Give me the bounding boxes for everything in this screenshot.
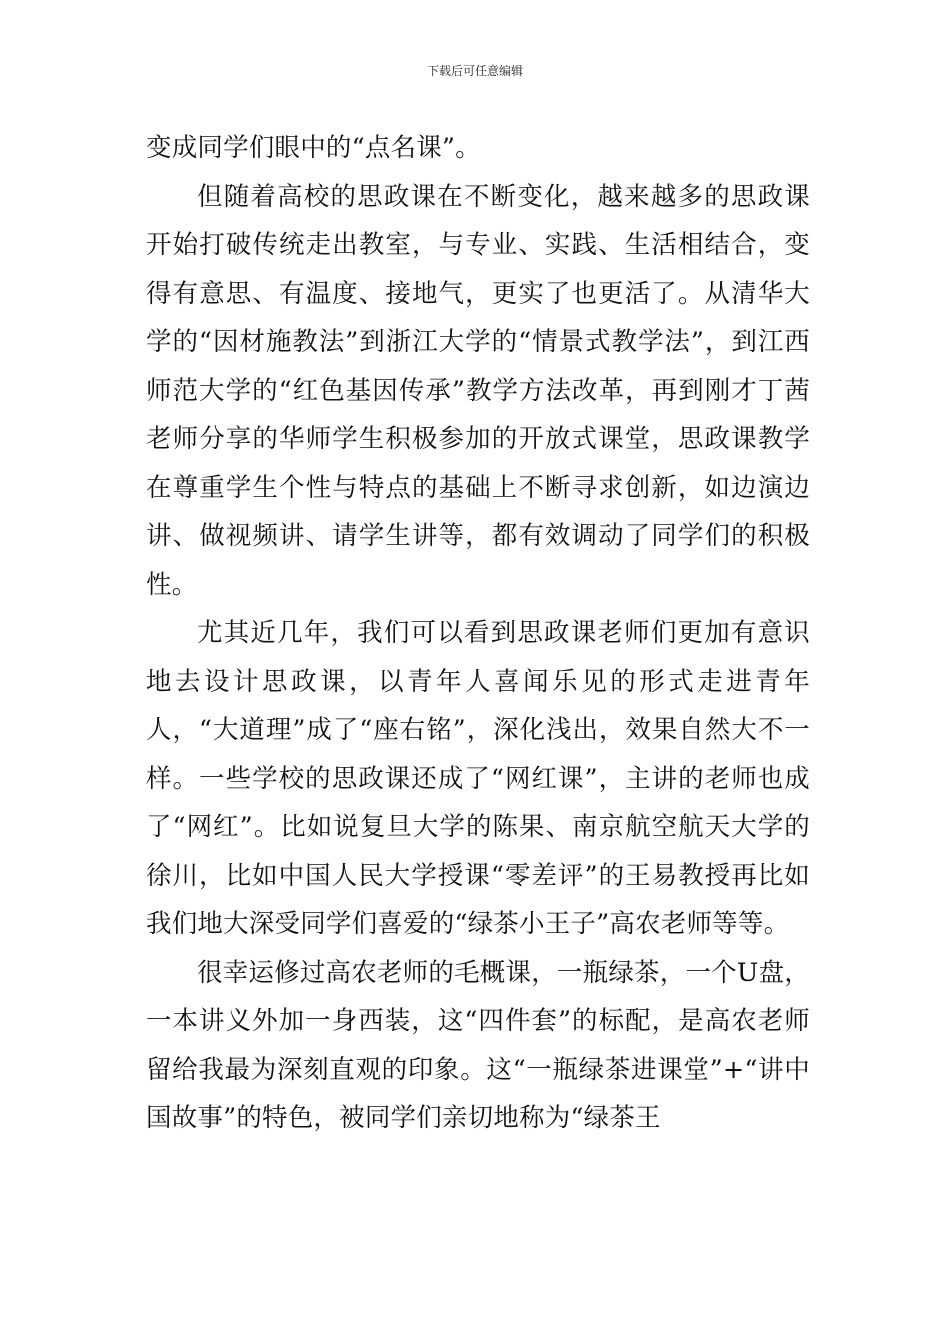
document-body bbox=[146, 124, 810, 1143]
paragraph-course-changes: 但随着高校的思政课在不断变化，越来越多的思政课开始打破传统走出教室，与专业、实践、生活相结合，变得有意思、有温度、接地气，更实了也更活了。从清华大学的“因材施教法”到浙江大学的“情景式教学法”，到江西师范大学的“红色基因传承”教学方法改革，再到刚才丁茜老师分享的华师学生积极参加的开放式课堂，思政课教学在尊重学生个性与特点的基础上不断寻求创新，如边演边讲、做视频讲、请学生讲等，都有效调动了同学们的积极性。 bbox=[146, 181, 810, 600]
paragraph-teacher-gaonong: 很幸运修过高农老师的毛概课，一瓶绿茶，一个U盘，一本讲义外加一身西装，这“四件套”的标配，是高农老师留给我最为深刻直观的印象。这“一瓶绿茶进课堂”+“讲中国故事”的特色，被同学们亲切地称为“绿茶王 bbox=[146, 957, 810, 1133]
paragraph-continuation: 变成同学们眼中的“点名课”。 bbox=[146, 133, 481, 163]
page-header: 下载后可任意编辑 bbox=[426, 64, 523, 78]
paragraph-recent-years: 尤其近几年，我们可以看到思政课老师们更加有意识地去设计思政课，以青年人喜闻乐见的形式走进青年人，“大道理”成了“座右铭”，深化浅出，效果自然大不一样。一些学校的思政课还成了“网红课”，主讲的老师也成了“网红”。比如说复旦大学的陈果、南京航空航天大学的徐川，比如中国人民大学授课“零差评”的王易教授再比如我们地大深受同学们喜爱的“绿茶小王子”高农老师等等。 bbox=[146, 618, 810, 939]
